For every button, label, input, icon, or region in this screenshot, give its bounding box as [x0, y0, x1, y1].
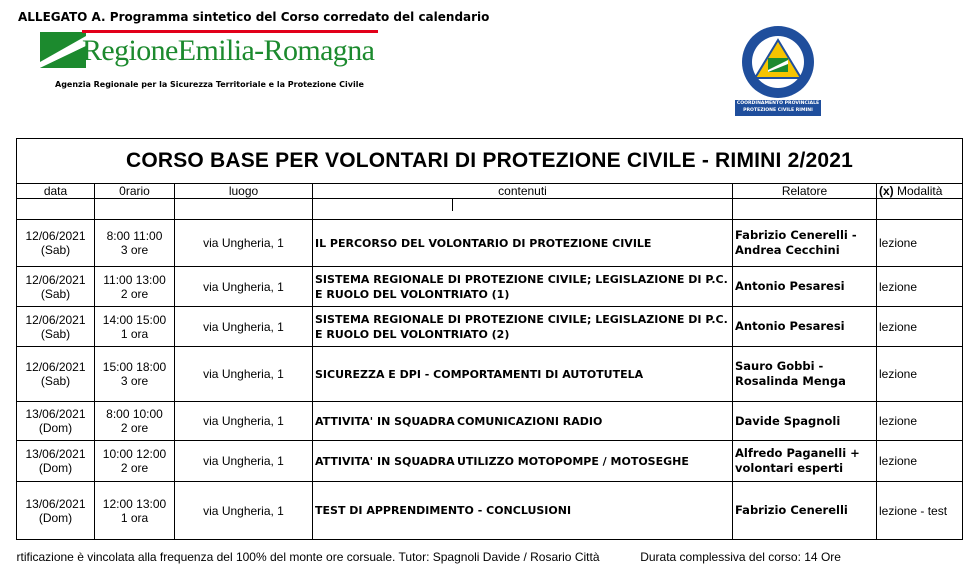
- time: 11:00 13:00: [103, 272, 166, 287]
- time: 8:00 10:00: [106, 407, 163, 421]
- mode-cell: lezione: [877, 402, 963, 441]
- agency-name: Agenzia Regionale per la Sicurezza Territoriale e la Protezione Civile: [55, 80, 364, 89]
- duration: 1 ora: [120, 510, 149, 525]
- speaker-cell: [733, 347, 877, 402]
- time-cell: [95, 347, 175, 402]
- mode-cell: lezione: [877, 267, 963, 307]
- duration: 1 ora: [120, 326, 149, 341]
- weekday: (Sab): [40, 326, 71, 341]
- date: 12/06/2021: [25, 272, 86, 287]
- regione-flag-icon: [40, 32, 86, 68]
- date: 13/06/2021: [25, 447, 86, 461]
- certification-note: rtificazione è vincolata alla frequenza del 100% del monte ore corsuale. Tutor: Spagnoli Davide / Rosario Città: [16, 550, 600, 564]
- table-row: [17, 307, 963, 347]
- total-duration: Durata complessiva del corso: 14 Ore: [640, 550, 841, 564]
- col-header-data: data: [17, 184, 95, 199]
- place-cell: via Ungheria, 1: [175, 347, 313, 402]
- duration: 3 ore: [120, 374, 149, 388]
- date-cell: [17, 307, 95, 347]
- time-cell: [95, 307, 175, 347]
- speaker-line: Alfredo Paganelli +: [735, 446, 860, 460]
- table-row: [17, 220, 963, 267]
- schedule-table: [16, 138, 963, 564]
- table-row: [17, 347, 963, 402]
- regione-name: RegioneEmilia-Romagna: [82, 34, 375, 67]
- date: 12/06/2021: [25, 312, 86, 327]
- activity-topic: UTILIZZO MOTOPOMPE / MOTOSEGHE: [457, 454, 689, 468]
- speaker-cell: [733, 402, 877, 441]
- content-cell: SISTEMA REGIONALE DI PROTEZIONE CIVILE; LEGISLAZIONE DI P.C. E RUOLO DEL VOLONTRIATO (2): [313, 307, 733, 347]
- duration: 3 ore: [120, 243, 149, 257]
- date-cell: [17, 482, 95, 540]
- course-title: CORSO BASE PER VOLONTARI DI PROTEZIONE CIVILE - RIMINI 2/2021: [17, 139, 963, 184]
- content-cell: SICUREZZA E DPI - COMPORTAMENTI DI AUTOTUTELA: [313, 347, 733, 402]
- weekday: (Sab): [40, 374, 71, 388]
- table-row: [17, 441, 963, 482]
- place-cell: via Ungheria, 1: [175, 267, 313, 307]
- place-cell: via Ungheria, 1: [175, 482, 313, 540]
- time: 8:00 11:00: [106, 229, 163, 243]
- mode-cell: lezione - test: [877, 482, 963, 540]
- activity-label: ATTIVITA' IN SQUADRA: [315, 454, 455, 468]
- date-cell: [17, 220, 95, 267]
- col-header-orario: 0rario: [95, 184, 175, 199]
- time-cell: [95, 402, 175, 441]
- speaker-cell: [733, 307, 877, 347]
- speaker-cell: [733, 482, 877, 540]
- duration: 2 ore: [120, 286, 149, 301]
- speaker-cell: [733, 441, 877, 482]
- content-cell: [313, 402, 733, 441]
- speaker-line: Fabrizio Cenerelli -: [735, 228, 857, 242]
- time: 10:00 12:00: [102, 447, 167, 461]
- pc-caption-line-2: PROTEZIONE CIVILE RIMINI: [743, 108, 813, 113]
- weekday: (Sab): [40, 243, 71, 257]
- col-header-modalita-label: Modalità: [897, 184, 943, 198]
- speaker-line: Rosalinda Menga: [735, 374, 846, 388]
- time-cell: [95, 220, 175, 267]
- content-cell: SISTEMA REGIONALE DI PROTEZIONE CIVILE; LEGISLAZIONE DI P.C. E RUOLO DEL VOLONTRIATO (1): [313, 267, 733, 307]
- speaker-cell: [733, 220, 877, 267]
- activity-topic: COMUNICAZIONI RADIO: [457, 414, 603, 428]
- col-header-relatore: Relatore: [733, 184, 877, 199]
- speaker-line: Antonio Pesaresi: [735, 319, 845, 333]
- date-cell: [17, 402, 95, 441]
- mode-cell: lezione: [877, 347, 963, 402]
- weekday: (Dom): [38, 461, 73, 475]
- regione-red-bar: [82, 30, 378, 33]
- regione-emilia-romagna-logo: [40, 28, 380, 78]
- date-cell: [17, 441, 95, 482]
- place-cell: via Ungheria, 1: [175, 402, 313, 441]
- speaker-line: Antonio Pesaresi: [735, 279, 845, 293]
- col-header-x: (x): [879, 184, 894, 198]
- place-cell: via Ungheria, 1: [175, 441, 313, 482]
- weekday: (Dom): [38, 510, 73, 525]
- table-row: [17, 482, 963, 540]
- weekday: (Dom): [38, 421, 73, 435]
- content-cell: IL PERCORSO DEL VOLONTARIO DI PROTEZIONE CIVILE: [313, 220, 733, 267]
- table-row: [17, 402, 963, 441]
- col-header-luogo: luogo: [175, 184, 313, 199]
- footer-cell: [17, 540, 963, 565]
- date: 13/06/2021: [25, 496, 86, 511]
- mode-cell: lezione: [877, 441, 963, 482]
- attachment-title: ALLEGATO A. Programma sintetico del Corso corredato del calendario: [18, 10, 490, 24]
- speaker-cell: [733, 267, 877, 307]
- time-cell: [95, 441, 175, 482]
- duration: 2 ore: [120, 461, 149, 475]
- col-header-modalita: [877, 184, 963, 199]
- table-row: [17, 267, 963, 307]
- speaker-line: volontari esperti: [735, 461, 844, 475]
- activity-label: ATTIVITA' IN SQUADRA: [315, 414, 455, 428]
- coordinamento-caption: [735, 100, 821, 116]
- speaker-line: Sauro Gobbi -: [735, 359, 824, 373]
- place-cell: via Ungheria, 1: [175, 307, 313, 347]
- time-cell: [95, 482, 175, 540]
- col-header-contenuti: contenuti: [313, 184, 733, 199]
- time: 14:00 15:00: [102, 312, 167, 327]
- speaker-line: Fabrizio Cenerelli: [735, 503, 848, 517]
- duration: 2 ore: [120, 421, 149, 435]
- date: 13/06/2021: [25, 407, 86, 421]
- pc-caption-line-1: COORDINAMENTO PROVINCIALE: [736, 101, 820, 106]
- mode-cell: lezione: [877, 307, 963, 347]
- date-cell: [17, 347, 95, 402]
- time: 15:00 18:00: [102, 360, 167, 374]
- place-cell: via Ungheria, 1: [175, 220, 313, 267]
- footer-row: [17, 540, 963, 565]
- time-cell: [95, 267, 175, 307]
- mode-cell: lezione: [877, 220, 963, 267]
- speaker-line: Andrea Cecchini: [735, 243, 840, 257]
- header-row: [17, 184, 963, 199]
- time: 12:00 13:00: [102, 496, 167, 511]
- content-cell: [313, 441, 733, 482]
- date-cell: [17, 267, 95, 307]
- content-cell: TEST DI APPRENDIMENTO - CONCLUSIONI: [313, 482, 733, 540]
- speaker-line: Davide Spagnoli: [735, 413, 841, 428]
- date: 12/06/2021: [25, 229, 86, 243]
- weekday: (Sab): [40, 286, 71, 301]
- protezione-civile-emblem-icon: [735, 24, 821, 100]
- date: 12/06/2021: [25, 360, 86, 374]
